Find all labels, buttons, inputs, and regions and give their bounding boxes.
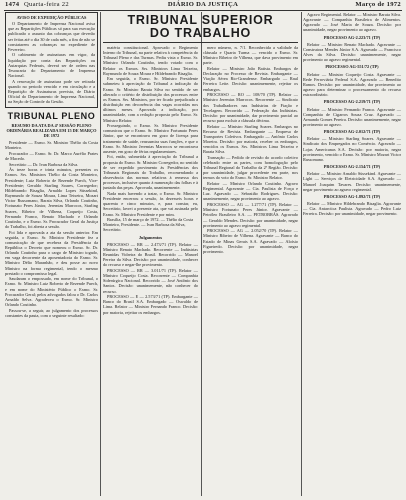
body-paragraph: Presidente — Exmo. Sr. Ministro Thélio da Costa Monteiro. [5, 140, 98, 151]
case-entry: PROCESSO — AG — 1.277/71 (TP). Relator — Ministro Fortunato Peres Júnior. Agravante — Petróleo Brasileiro S.A. — PETROBRÁS. Agravado — Geraldo Mendes. Decisão: por unanimidade, negar provimento ao agravo regimental. [203, 202, 298, 228]
case-entry: PROCESSO — RR — 3.011/71 (TP). Relator — Ministro Coqueijo Costa. Recorrente — Companhia Siderúrgica Nacional. Recorrido — José Antônio dos Santos. Decisão: unanimemente, não conhecer do recurso. [103, 267, 198, 294]
column-2 [103, 12, 198, 496]
notice-title: AVISO DE EXPEDIÇÃO PÚBLICAS [16, 15, 87, 20]
page-number: 1474 [5, 1, 20, 8]
body-paragraph: Foi lida e aprovada a ata da sessão anterior. Em seguida, o Exmo. Sr. Ministro Presidente fez a comunicação de que recebera da Presidência da República o Decreto que nomeou o Exmo. Sr. Dr. Orlando Coutinho para o cargo de Ministro togado, em vaga decorrente da aposentadoria do Exmo. Sr. Ministro Délio Maranhão, e deu posse ao novo Ministro na forma regimental, tendo o mesmo prestado o compromisso legal. [5, 229, 98, 276]
issue-day: Quarta-feira 22 [24, 1, 69, 8]
case-entry: Relator — Ministro Orlando Coutinho. Agravo Regimental. Agravante — Cia. Paulista de Força e Luz. Agravado — Sebastião Rodrigues. Decisão: unanimemente, negar provimento ao agravo. [203, 181, 298, 202]
column-divider [201, 12, 202, 496]
column-2-text [103, 45, 198, 315]
column-divider [100, 12, 101, 496]
column-1 [5, 12, 98, 496]
case-heading: PROCESSO AG-2.219/71 (TP) [323, 99, 381, 105]
case-heading: PROCESSO AG-2.223/71 (TP) [323, 34, 381, 40]
case-entry: PROCESSO — AG — 2.052/70 (TP). Relator — Ministro Ribeiro de Vilhena. Agravante — Banco do Estado de Minas Gerais S.A. Agravado — Aloísio Figueiredo. Decisão: por unanimidade, negar provimento. [203, 228, 298, 254]
judgments-heading: Julgamentos [138, 234, 163, 240]
case-entry: mero número, n. 7/1. Reconhecida a validade da cláusula e Quarta Turma — vencido o Exmo. Sr. Ministro Ribeiro de Vilhena, que dava provimento em parte. [203, 45, 298, 66]
body-paragraph: Procurador — Exmo. Sr. Dr. Marco Aurélio Prates de Macedo. [5, 151, 98, 162]
column-3 [203, 12, 298, 496]
case-heading: PROCESSO AG-2.154/71 (TP) [323, 164, 381, 170]
body-paragraph: Secretário — Dr. Ivan Barbosa da Silva. [9, 161, 79, 167]
case-heading: PROCESSO AG-2.012/71 (TP) [323, 129, 381, 135]
section-heading: TRIBUNAL PLENO [7, 110, 96, 121]
case-entry: PROCESSO — RR — 2.473/71 (TP). Relator — Ministro Renato Machado. Recorrente — Indústrias Reunidas Vidreira do Brasil. Recorrido — Manoel Pereira da Silva. Decisão: por unanimidade, conhecer do recurso e negar-lhe provimento. [103, 241, 198, 268]
case-entry: Relator — Ministro Fernando Franco. Agravante — Companhia de Cigarros Souza Cruz. Agravado — Armando Gomes Pereira. Decisão: unanimemente, negar provimento ao agravo. [303, 106, 401, 127]
case-entry: Agravo Regimental. Relator — Ministro Barata Silva. Agravante — Companhia Brasileira de Alimentos. Agravado — José Maria de Souza. Decisão: por unanimidade, negar provimento ao agravo. [303, 12, 401, 33]
notice-paragraph: O cabimento de assinaturas em vigor, da liquidação por conta das Repartições ou Autarquias Federais, deverá ser de ordem nas Tesouraria do Departamento de Imprensa Nacional. [8, 52, 95, 79]
body-paragraph: Às treze horas e trinta minutos, presentes os Exmos. Srs. Ministros Thélio da Costa Monteiro, Presidente; Luiz Roberto de Rezende Puech, Vice-Presidente; Geraldo Starling Soares, Corregedor; Hildebrando Bisaglia, Arnaldo Lopes Süssekind, Raymundo de Souza Moura, Lima Teixeira, Mozart Victor Russomano, Barata Silva, Orlando Coutinho, Fortunato Peres Júnior, Jeremias Marrocos, Starling Soares, Ribeiro de Vilhena, Coqueijo Costa, Fernando Franco, Renato Machado e Orlando Coutinho, e o Exmo. Sr. Procurador Geral da Justiça do Trabalho, foi aberta a sessão. [5, 167, 98, 229]
body-paragraph: Em seguida, o Exmo. Sr. Ministro Presidente submeteu à apreciação do Tribunal a indicação do Exmo. Sr. Ministro Barata Silva no sentido de ser alterado o critério de distribuição dos processos entre os Exmos. Srs. Ministros, por ter ficado prejudicada a distribuição em decorrência das vagas ocorridas nos últimos meses. Aprovada a indicação, por unanimidade, com a redação proposta pelo Exmo. Sr. Ministro Relator. [103, 76, 198, 123]
case-entry: Relator — Ministro Starling Soares. Embargos no Recurso de Revista. Embargante — Empresa de Transportes Coletivos. Embargado — Antônio Carlos Moreira. Decisão: por maioria, receber os embargos, vencidos os Exmos. Srs. Ministros Lima Teixeira e Barata Silva. [203, 123, 298, 155]
body-paragraph: Foi, então, submetida à apreciação do Tribunal a proposta do Exmo. Sr. Ministro Corregedor, no sentido de ser expedido provimento às Presidências dos Tribunais Regionais do Trabalho, recomendando a observância das normas relativas à remessa dos processos, inclusive quanto à numeração das folhas e à juntada das peças. Aprovada, unanimemente. [103, 154, 198, 191]
column-divider [301, 12, 302, 496]
signature-line: Brasília, 15 de março de 1972. — Thélio da Costa Monteiro, Presidente. — Ivan Barbosa da Silva, Secretário. [103, 217, 194, 233]
case-entry: Transação — Pedido de revisão do acordo coletivo celebrado entre as partes, com homologação pelo Tribunal Regional do Trabalho da 2ª Região. Decisão: por unanimidade, julgar procedente em parte, nos termos do voto do Exmo. Sr. Ministro Relator. [203, 154, 298, 181]
notice-box [5, 12, 98, 108]
column-3-text [203, 45, 298, 254]
masthead-line-1: TRIBUNAL SUPERIOR [127, 13, 274, 27]
notice-paragraph: A renovação de assinatura pode ser retirada quando no periodo vencido e em circulação e a Repartição de Assinaturas prevista, de Diário Oficial do Departamento de Imprensa Nacional, na Seção de Controle da Gestão. [8, 78, 95, 105]
running-header [0, 0, 406, 10]
header-rule [4, 10, 402, 11]
case-entry: PROCESSO — E — 2.573/71 (TP). Embargante — Banco do Brasil S.A. Embargado — Oswaldo de Lima. Relator — Ministro Fernando Franco. Decisão: por maioria, rejeitar os embargos. [103, 294, 198, 315]
case-entry: Relator — Ministro Arnaldo Süssekind. Agravante — Light — Serviços de Eletricidade S.A. Agravado — Manoel Joaquim Tavares. Decisão: unanimemente, negar provimento ao agravo regimental. [303, 171, 401, 192]
case-heading: PROCESSO AG-1.892/71 (TP) [323, 193, 381, 199]
column-4 [303, 12, 401, 496]
section-subheading: RESUMO DA ATA DA 4ª SESSÃO PLENO ORDINÁRIA REALIZADA EM 15 DE MARÇO DE 1972 [6, 122, 97, 139]
masthead-line-2: DO TRABALHO [149, 26, 252, 40]
body-paragraph: Passou-se, a seguir, ao julgamento dos processos constantes da pauta, com o seguinte resultado: [5, 307, 98, 318]
body-paragraph: matéria constitucional. Aprovado o Regimento Interno do Tribunal, na parte relativa à competência do Tribunal Pleno e das Turmas. Pediu vista o Exmo. Sr. Ministro Orlando Coutinho, tendo votado com o Relator os Exmos. Srs. Ministros Lima Teixeira, Raymundo de Souza Moura e Hildebrando Bisaglia. [103, 45, 198, 76]
issue-date: Março de 1972 [355, 1, 401, 8]
case-entry: PROCESSO — RO — 108/70 (TP). Relator — Ministro Jeremias Marrocos. Recorrente — Sindicato dos Trabalhadores nas Indústrias de Fiação e Tecelagem. Recorrido — Federação das Indústrias. Decisão: por unanimidade, dar provimento parcial ao recurso para excluir a cláusula décima. [203, 92, 298, 123]
case-heading: PROCESSO AG-551/72 (TP) [325, 64, 379, 70]
case-entry: Relator — Ministro Renato Machado. Agravante — Construtora Mendes Júnior S.A. Agravado — Francisco Alves da Silva. Decisão: unanimemente, negar provimento ao agravo regimental. [303, 41, 401, 63]
body-paragraph: Prosseguindo, o Exmo. Sr. Ministro Presidente comunicou que o Exmo. Sr. Ministro Fortunato Peres Júnior, que se encontrava em gozo de licença para tratamento de saúde, reassumira suas funções, e que o Exmo. Sr. Ministro Jeremias Marrocos se encontrava ausente, em gozo de férias regulamentares. [103, 123, 198, 154]
body-paragraph: Saudaram o empossado, em nome do Tribunal, o Exmo. Sr. Ministro Luiz Roberto de Rezende Puech, e em nome do Ministério Público o Exmo. Sr. Procurador Geral; pelos advogados falou o Dr. Carlos Arnaldo Selva. Agradeceu o Exmo. Sr. Ministro Orlando Coutinho. [5, 276, 98, 308]
case-entry: Relator — Ministro Starling Soares. Agravante — Sindicato dos Empregados no Comércio. Agravado — Lojas Americanas S.A. Decisão: por maioria, negar provimento, vencido o Exmo. Sr. Ministro Mozart Victor Russomano. [303, 136, 401, 162]
case-entry: Relator — Ministro Coqueijo Costa. Agravante — Rede Ferroviária Federal S.A. Agravado — Benedito Ramos. Decisão: por unanimidade, dar provimento ao agravo para determinar o processamento do recurso extraordinário. [303, 71, 401, 98]
body-paragraph: Nada mais havendo a tratar, o Exmo. Sr. Ministro Presidente encerrou a sessão, às dezesseis horas e quarenta e cinco minutos, e, para constar, eu, Secretário, lavrei a presente ata, que vai assinada pelo Exmo. Sr. Ministro Presidente e por mim. [103, 190, 198, 217]
case-entry: Relator — Ministro João Batista. Embargos de Declaração no Processo de Revista. Embargante — Viação Aérea Rio-Grandense. Embargado — Raul Ferreira Leite. Decisão: unanimemente, rejeitar os embargos. [203, 66, 298, 92]
notice-paragraph: O Departamento de Imprensa Nacional avisa que as Repartições Públicas só para sua execução publicarão o assunto das cobranças que deverão ser feitas até o dia 30 de cada mês, a fim de não se constatarem as cobranças no expediente de Fevereiro. [8, 21, 95, 52]
publication-title: DIÁRIO DA JUSTIÇA [167, 1, 239, 8]
case-entry: Relator — Ministro Hildebrando Bisaglia. Agravante — Cia. Antarctica Paulista. Agravado — Pedro Luiz Ferreira. Decisão: por unanimidade, negar provimento. [303, 201, 401, 217]
